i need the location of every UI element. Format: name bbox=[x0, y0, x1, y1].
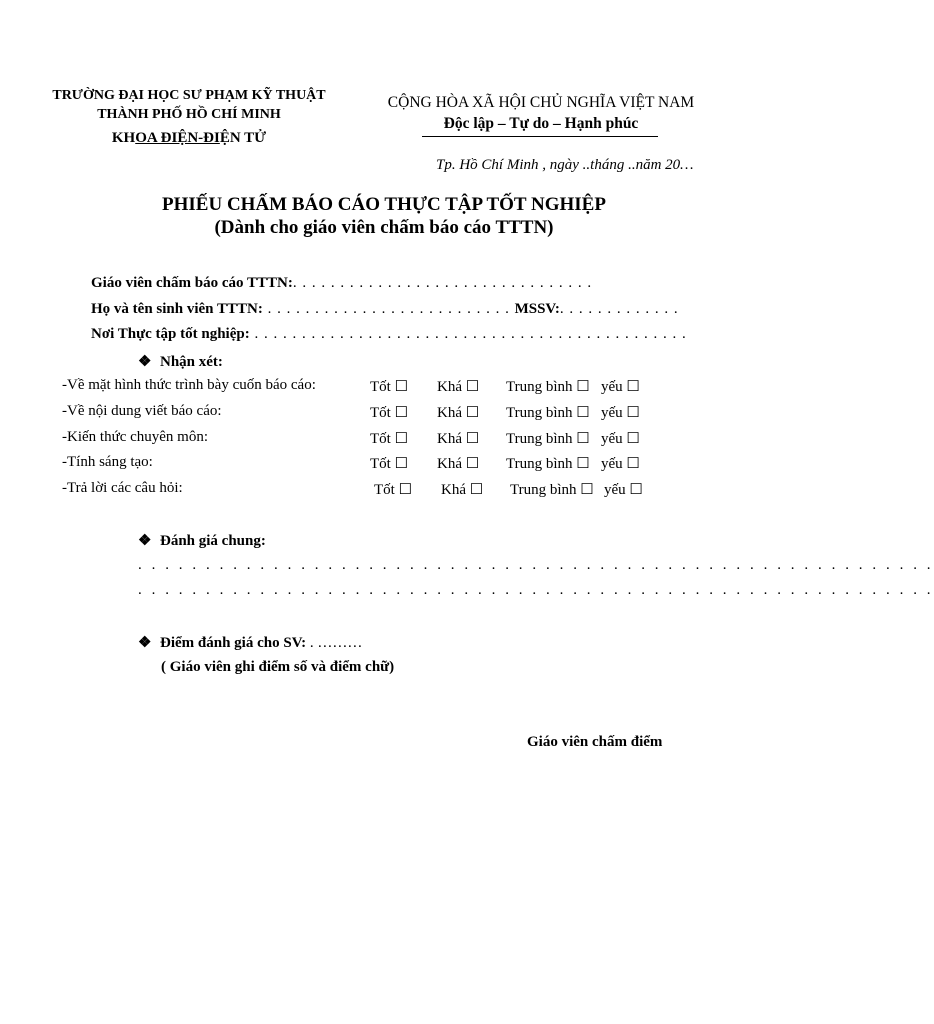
option-average-checkbox[interactable]: Trung bình ☐ bbox=[506, 379, 590, 395]
general-assessment-field-2[interactable]: . . . . . . . . . . . . . . . . . . . . . . . . . . . . . . . . . . . . . . . . . . . . . . . . . . . . . . . . . . . bbox=[138, 582, 934, 598]
option-weak-checkbox[interactable]: yếu ☐ bbox=[601, 405, 640, 421]
form-title-main: PHIẾU CHẤM BÁO CÁO THỰC TẬP TỐT NGHIỆP bbox=[162, 194, 606, 215]
option-weak-checkbox[interactable]: yếu ☐ bbox=[601, 456, 640, 472]
national-header bbox=[356, 92, 726, 134]
country-name: CỘNG HÒA XÃ HỘI CHỦ NGHĨA VIỆT NAM bbox=[387, 94, 695, 111]
department-name-prefix: KH bbox=[111, 130, 136, 146]
internship-place-line bbox=[91, 326, 687, 343]
school-name-line1: TRƯỜNG ĐẠI HỌC SƯ PHẠM KỸ THUẬT bbox=[52, 88, 326, 103]
option-average-checkbox[interactable]: Trung bình ☐ bbox=[506, 405, 590, 421]
form-title-sub: (Dành cho giáo viên chấm báo cáo TTTN) bbox=[214, 217, 554, 238]
score-line bbox=[138, 633, 362, 652]
criterion-label: -Về mặt hình thức trình bày cuốn báo cáo: bbox=[62, 377, 316, 393]
teacher-line bbox=[91, 275, 592, 292]
score-note: ( Giáo viên ghi điểm số và điểm chữ) bbox=[161, 659, 395, 675]
option-good-checkbox[interactable]: Tốt ☐ bbox=[370, 456, 409, 472]
national-motto: Độc lập – Tự do – Hạnh phúc bbox=[443, 115, 639, 132]
internship-place-field[interactable]: . . . . . . . . . . . . . . . . . . . . . . . . . . . . . . . . . . . . . . . . . . . . . . bbox=[249, 326, 687, 342]
score-field[interactable]: . ……… bbox=[306, 635, 363, 651]
option-good-checkbox[interactable]: Tốt ☐ bbox=[374, 482, 413, 498]
mssv-label: MSSV: bbox=[514, 301, 560, 317]
mssv-field[interactable]: . . . . . . . . . . . . . bbox=[559, 301, 679, 317]
criterion-label: -Tính sáng tạo: bbox=[62, 454, 153, 470]
general-assessment-field-1[interactable]: . . . . . . . . . . . . . . . . . . . . . . . . . . . . . . . . . . . . . . . . . . . . . . . . . . . . . . . . . . . bbox=[138, 557, 934, 573]
student-line bbox=[91, 301, 679, 318]
department-name bbox=[24, 129, 354, 148]
score-label: Điểm đánh giá cho SV: bbox=[160, 635, 307, 651]
general-assessment-label: Đánh giá chung: bbox=[160, 533, 266, 549]
general-assessment-heading bbox=[138, 531, 266, 550]
date-line: Tp. Hồ Chí Minh , ngày ..tháng ..năm 20… bbox=[436, 157, 694, 173]
option-good-checkbox[interactable]: Tốt ☐ bbox=[370, 379, 409, 395]
department-name-suffix: ỆN TỬ bbox=[219, 130, 267, 146]
motto-underline bbox=[422, 136, 658, 137]
criterion-label: -Về nội dung viết báo cáo: bbox=[62, 403, 222, 419]
option-average-checkbox[interactable]: Trung bình ☐ bbox=[506, 431, 590, 447]
option-average-checkbox[interactable]: Trung bình ☐ bbox=[506, 456, 590, 472]
option-fair-checkbox[interactable]: Khá ☐ bbox=[441, 482, 484, 498]
option-weak-checkbox[interactable]: yếu ☐ bbox=[601, 431, 640, 447]
student-field[interactable]: . . . . . . . . . . . . . . . . . . . . . . . . . . bbox=[262, 301, 515, 317]
diamond-bullet-icon: ❖ bbox=[138, 354, 152, 370]
comments-heading bbox=[138, 352, 223, 371]
teacher-field[interactable]: . . . . . . . . . . . . . . . . . . . . . . . . . . . . . . . . bbox=[292, 275, 593, 291]
option-weak-checkbox[interactable]: yếu ☐ bbox=[601, 379, 640, 395]
criterion-label: -Kiến thức chuyên môn: bbox=[62, 429, 209, 445]
student-label: Họ và tên sinh viên TTTN: bbox=[91, 301, 263, 317]
department-name-underlined: OA ĐIỆN-ĐI bbox=[135, 130, 220, 146]
option-average-checkbox[interactable]: Trung bình ☐ bbox=[510, 482, 594, 498]
option-fair-checkbox[interactable]: Khá ☐ bbox=[437, 405, 480, 421]
option-weak-checkbox[interactable]: yếu ☐ bbox=[604, 482, 643, 498]
form-title bbox=[0, 193, 768, 239]
criterion-label: -Trả lời các câu hỏi: bbox=[62, 480, 183, 496]
diamond-bullet-icon: ❖ bbox=[138, 533, 152, 549]
option-fair-checkbox[interactable]: Khá ☐ bbox=[437, 456, 480, 472]
internship-place-label: Nơi Thực tập tốt nghiệp: bbox=[91, 326, 250, 342]
teacher-label: Giáo viên chấm báo cáo TTTN: bbox=[91, 275, 293, 291]
diamond-bullet-icon: ❖ bbox=[138, 635, 152, 651]
school-name-line2: THÀNH PHỐ HỒ CHÍ MINH bbox=[97, 107, 281, 122]
option-fair-checkbox[interactable]: Khá ☐ bbox=[437, 431, 480, 447]
option-fair-checkbox[interactable]: Khá ☐ bbox=[437, 379, 480, 395]
signature-label: Giáo viên chấm điểm bbox=[527, 734, 663, 750]
option-good-checkbox[interactable]: Tốt ☐ bbox=[370, 405, 409, 421]
option-good-checkbox[interactable]: Tốt ☐ bbox=[370, 431, 409, 447]
school-header bbox=[24, 86, 354, 148]
comments-heading-label: Nhận xét: bbox=[160, 354, 223, 370]
